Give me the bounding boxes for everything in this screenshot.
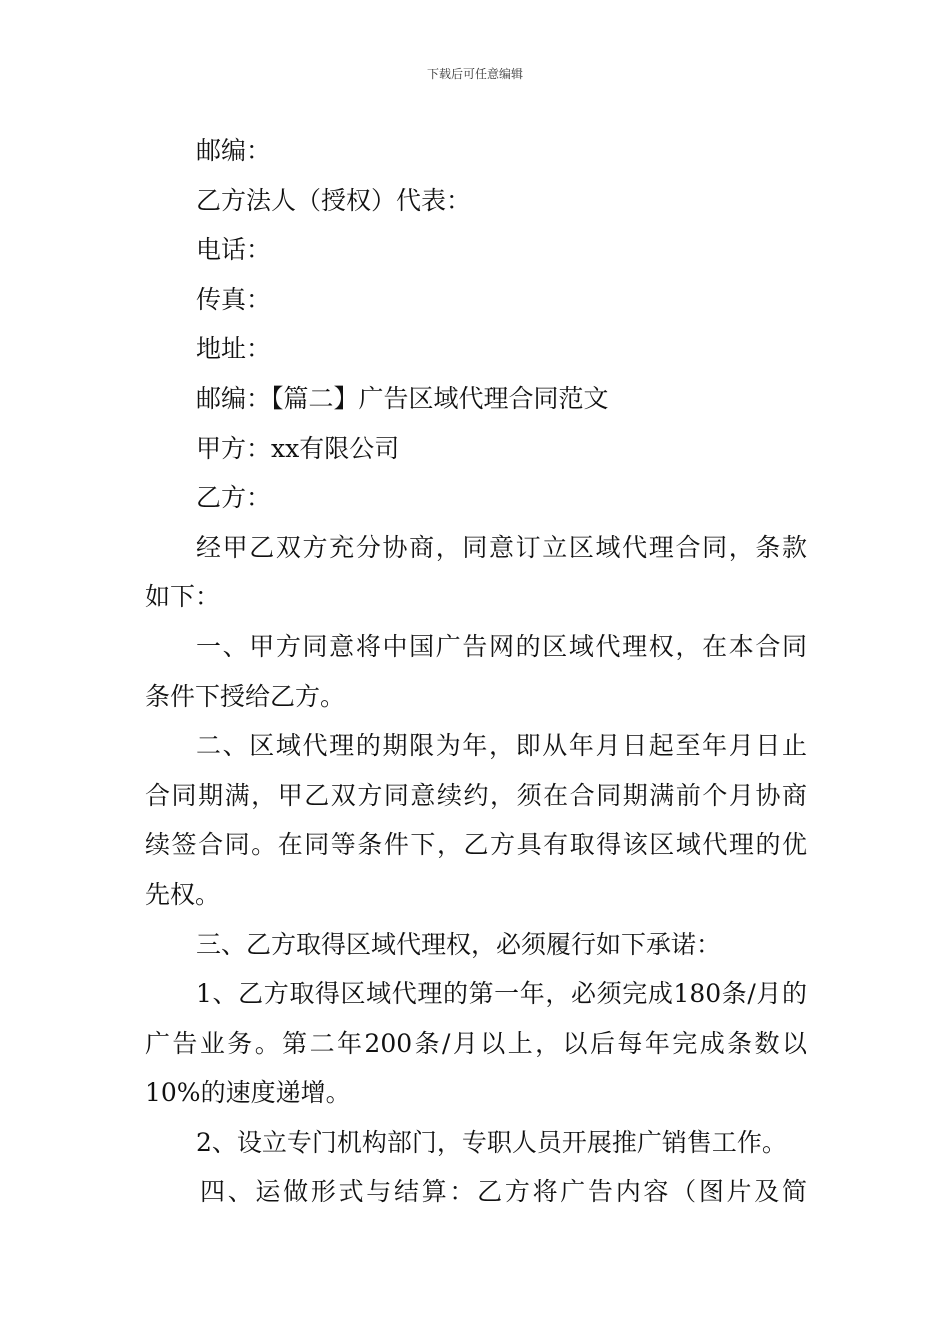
- postcode-section-title-line: 邮编：【篇二】广告区域代理合同范文: [196, 383, 609, 413]
- clause-3-line-1: 三、乙方取得区域代理权，必须履行如下承诺：: [196, 929, 722, 959]
- clause-3-item-1-line-3: 10%的速度递增。: [145, 1078, 351, 1108]
- party-b-representative-line: 乙方法人（授权）代表：: [196, 185, 472, 215]
- postcode-line: 邮编：: [196, 136, 272, 165]
- clause-1-line-2: 条件下授给乙方。: [145, 681, 346, 711]
- clause-3-item-1-line-1: 1、乙方取得区域代理的第一年，必须完成180条/月的: [196, 979, 807, 1009]
- clause-3-item-1-line-2: 广告业务。第二年200条/月以上，以后每年完成条数以: [145, 1028, 807, 1058]
- paragraph-intro-line-2: 如下：: [145, 582, 221, 612]
- address-line: 地址：: [196, 334, 272, 364]
- party-a-line: 甲方：xx有限公司: [196, 433, 400, 463]
- paragraph-intro-line-1: 经甲乙双方充分协商，同意订立区域代理合同，条款: [196, 532, 807, 562]
- clause-4-line-1: 四、运做形式与结算：乙方将广告内容（图片及简: [200, 1177, 807, 1207]
- document-body: [145, 126, 807, 1217]
- clause-2-line-4: 先权。: [145, 879, 221, 909]
- page-header-note: 下载后可任意编辑: [426, 67, 523, 81]
- clause-3-item-2-line: 2、设立专门机构部门，专职人员开展推广销售工作。: [196, 1127, 787, 1157]
- clause-2-line-3: 续签合同。在同等条件下，乙方具有取得该区域代理的优: [145, 830, 807, 860]
- party-b-line: 乙方：: [196, 483, 272, 513]
- clause-2-line-2: 合同期满，甲乙双方同意续约，须在合同期满前个月协商: [145, 780, 807, 810]
- fax-line: 传真：: [196, 284, 272, 314]
- clause-2-line-1: 二、区域代理的期限为年，即从年月日起至年月日止: [196, 731, 807, 761]
- phone-line: 电话：: [196, 235, 272, 265]
- clause-1-line-1: 一、甲方同意将中国广告网的区域代理权，在本合同: [196, 631, 807, 661]
